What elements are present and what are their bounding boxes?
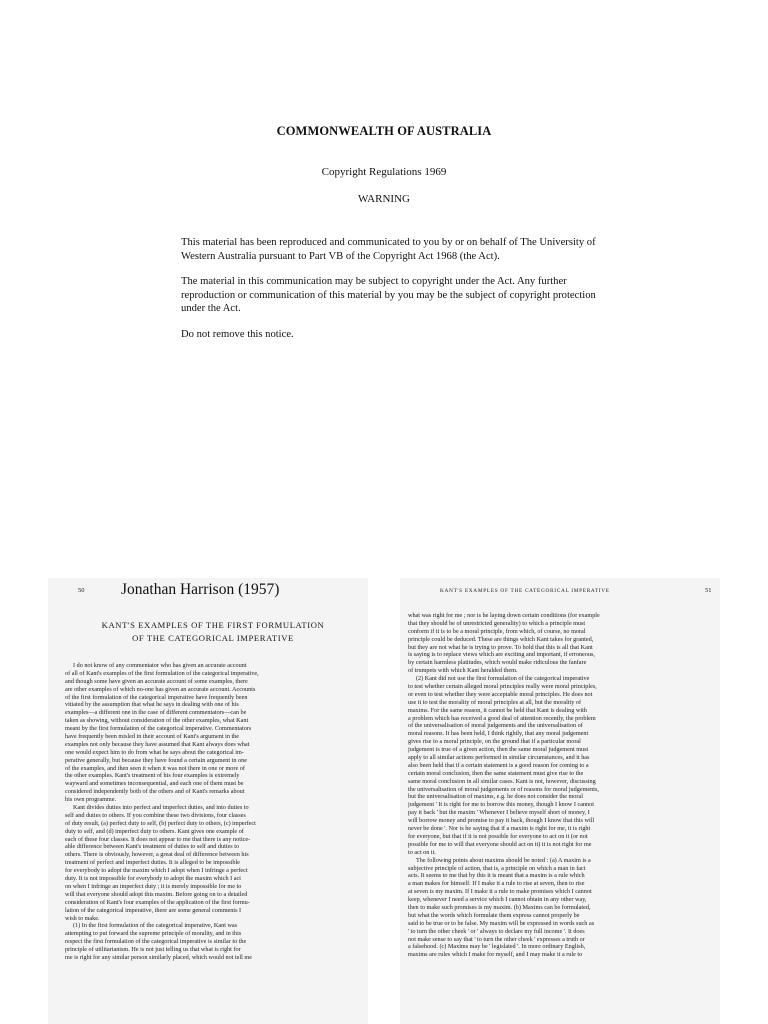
text-line: a falsehood. (c) Maxims may be ' legislated '. In more ordinary English, (408, 943, 586, 951)
text-line: examples not only because they have assumed that Kant always does what (65, 740, 250, 748)
article-title (68, 619, 358, 645)
text-line: keep, whenever I need a service which I cannot obtain in any other way, (408, 896, 587, 904)
text-line: of the first formulation of the categorical imperative have frequently been (65, 693, 248, 701)
text-line: of the examples, and then seen it when it was not there in one or more of (65, 764, 245, 772)
text-line: taken as showing, without consideration of the other examples, what Kant (65, 717, 249, 725)
text-line: duty to self, and (d) imperfect duty to others. Kant gives one example of (65, 827, 244, 835)
text-line: Kant divides duties into perfect and imperfect duties, and into duties to (73, 804, 249, 812)
text-line: the universalisation of moral judgements or of reasons for moral judgements, (408, 785, 599, 793)
notice-warning: WARNING (358, 193, 410, 205)
text-line: (1) In the first formulation of the categorical imperative, Kant was (73, 922, 238, 930)
text-line: on when I infringe an imperfect duty ; it is merely impossible for me to (65, 882, 242, 890)
text-line: same moral conclusion in all similar cases. Kant is not, however, discussing (408, 777, 596, 785)
text-line: wish to make. (65, 914, 100, 922)
text-line: of duty result, (a) perfect duty to self, (b) perfect duty to others, (c) imperfect (65, 819, 256, 827)
text-line: have frequently been misled in their account of Kant's argument in the (65, 733, 240, 741)
text-line: what was right for me ; nor is he laying down certain conditions (for example (408, 612, 600, 619)
text-line: judgement ' It is right for me to borrow this money, though I know I cannot (408, 801, 594, 809)
text-line: possible for me to will that everyone should act on it) it is not right for me (408, 840, 592, 848)
text-line: perative generally, but because they have found a certain argument in one (65, 756, 247, 764)
text-line: principle could be deduced. These are things which Kant takes for granted, (408, 635, 594, 643)
text-line: self and duties to others. If you combine these two divisions, four classes (65, 811, 246, 819)
text-line: others. There is obviously, however, a great deal of difference between his (65, 851, 249, 859)
text-line: but the universalisation of maxims, e.g. he does not consider the moral (408, 793, 583, 801)
text-line: acts. It seems to me that by this it is meant that a maxim is a rule which (408, 872, 585, 880)
text-line: moral reasons. It has been held, I think rightly, that any moral judgement (408, 730, 589, 738)
notice-heading: COMMONWEALTH OF AUSTRALIA (276, 124, 492, 138)
text-line: or even to test whether they were acceptable moral principles. He does not (408, 690, 593, 698)
page-number: 50 (78, 587, 85, 594)
text-line: The following points about maxims should be noted : (a) A maxim is a (416, 856, 591, 864)
text-line: able difference between Kant's treatment of duties to self and duties to (65, 843, 240, 851)
text-line: to act on it. (408, 848, 436, 856)
text-line: a problem which has received a good deal of attention recently, the problem (408, 714, 596, 722)
text-line: maxims. For the same reason, it cannot be held that Kant is dealing with (408, 706, 587, 714)
text-line: certain moral conclusion, then the same statement must give rise to the (408, 769, 584, 777)
text-line: each of these four classes. It does not appear to me that there is any notice- (65, 835, 251, 843)
text-line: but they are not what he is trying to prove. To hold that this is all that Kant (408, 643, 593, 651)
text-line: judgement is true of a given action, then the same moral judgement must (408, 746, 589, 754)
text-line: pay it back ' but the maxim ' Whenever I believe myself short of money, I (408, 809, 590, 817)
text-line: of trumpets with which Kant heralded them. (408, 667, 518, 675)
text-line: wayward and sometimes inconsequential, and each one of them must be (65, 780, 244, 788)
text-line: a man makes for himself. If I make it a rule to rise at seven, then to rise (408, 880, 585, 888)
text-line: to test whether certain alleged moral principles really were moral principles, (408, 683, 597, 691)
text-line: duty. It is not impossible for everybody to adopt the maxim which I act (65, 875, 241, 883)
text-line: said to be true or to be false. My maxim will be expressed in words such as (408, 919, 595, 927)
text-line: I do not know of any commentator who has given an accurate account (73, 662, 247, 669)
text-line: apply to all similar actions performed in similar circumstances, and it has (408, 754, 590, 762)
text-line: conform if it is to be a moral principle, from which, of course, no moral (408, 627, 586, 635)
text-line: meant by the first formulation of the categorical imperative. Commentators (65, 725, 252, 733)
text-line: use it to test the morality of moral principles at all, but the morality of (408, 698, 582, 706)
article-title-line: OF THE CATEGORICAL IMPERATIVE (132, 633, 294, 643)
text-line: treatment of perfect and imperfect duties. It is alleged to be impossible (65, 859, 240, 867)
text-line: maxims are rules which I make for myself, and I may make it a rule to (408, 951, 583, 959)
text-line: at seven is my maxim. If I make it a rule to make promises which I cannot (408, 888, 592, 896)
text-line: will that everyone should adopt this maxim. Before going on to a detailed (65, 890, 248, 898)
text-line: considered independently both of the others and of Kant's remarks about (65, 788, 245, 796)
notice-paragraph: This material has been reproduced and communicated to you by or on behalf of The University of Western Australia pursuant to Part VB of the Copyright Act 1968 (the Act). (181, 237, 596, 262)
text-line: for everybody to adopt the maxim which I adopt when I infringe a perfect (65, 867, 248, 875)
text-line: also been held that if a certain statement is a good reason for coming to a (408, 761, 589, 769)
text-line: the other examples. Kant's treatment of his four examples is extremely (65, 772, 240, 780)
text-line: but what the words which formulate them express cannot properly be (408, 911, 580, 919)
text-line: of all of Kant's examples of the first formulation of the categorical imperative, (65, 669, 259, 677)
article-title-line: KANT'S EXAMPLES OF THE FIRST FORMULATION (101, 620, 325, 630)
text-line: never be done '. Nor is he saying that if a maxim is right for me, it is right (408, 825, 591, 833)
text-line: of the universalisation of moral judgements and the universalisation of (408, 722, 583, 730)
text-line: not make sense to say that ' to turn the other cheek ' expresses a truth or (408, 935, 585, 943)
book-title: Jonathan Harrison (1957) (121, 581, 280, 598)
text-line: vitiated by the assumption that what he says in dealing with one of his (65, 701, 239, 709)
scanned-page-right (400, 578, 720, 1024)
notice-paragraph: Do not remove this notice. (181, 328, 294, 340)
text-line: one would expect him to do from what he says about the categorical im- (65, 748, 244, 756)
text-line: is saying is to replace views which are exciting and important, if erroneous, (408, 651, 595, 659)
text-line: lation of the categorical imperative, there are some general comments I (65, 906, 242, 914)
text-line: principle of utilitarianism. He is not just telling us that what is right for (65, 946, 241, 954)
text-line: that they should be of unrestricted generality) to which a principle must (408, 619, 586, 627)
text-line: attempting to put forward the supreme principle of morality, and in this (65, 930, 242, 938)
notice-paragraph: The material in this communication may be subject to copyright under the Act. Any further reproduction or communication of this material by you may be the subject of copyright protection under the Act. (181, 276, 596, 314)
page-number: 51 (705, 587, 712, 594)
text-line: his own programme. (65, 796, 117, 804)
text-line: ' to turn the other cheek ' or ' always to declare my full income '. It does (408, 927, 585, 935)
text-line: subjective principle of action, that is, a principle on which a man in fact (408, 864, 586, 872)
text-line: consideration of Kant's four examples of the application of the first formu- (65, 898, 250, 906)
text-line: gives rise to a moral principle, on the ground that if a particular moral (408, 738, 581, 746)
text-line: then to make such promises is my maxim. (b) Maxims can be formulated, (408, 903, 591, 911)
text-line: for everyone, but that if it is not possible for everyone to act on it (or not (408, 832, 588, 840)
notice-body (181, 236, 621, 353)
scanned-page-left (48, 578, 368, 1024)
running-head: KANT'S EXAMPLES OF THE CATEGORICAL IMPERATIVE (440, 588, 610, 594)
right-page-text (408, 612, 712, 959)
text-line: examples—a different one in the case of different commentators—can be (65, 709, 247, 717)
text-line: will borrow money and promise to pay it back, though I know that this will (408, 817, 595, 825)
text-line: and though some have given an accurate account of some examples, there (65, 677, 248, 685)
notice-regulations: Copyright Regulations 1969 (321, 166, 447, 178)
text-line: (2) Kant did not use the first formulation of the categorical imperative (416, 675, 590, 683)
left-page-text (65, 662, 350, 962)
text-line: respect the first formulation of the categorical imperative is similar to the (65, 938, 247, 946)
text-line: me is right for any similar person similarly placed, which would not tell me (65, 953, 252, 961)
text-line: are other examples of which no-one has given an accurate account. Accounts (65, 685, 256, 693)
text-line: by certain harmless platitudes, which would make ridiculous the fanfare (408, 659, 587, 667)
